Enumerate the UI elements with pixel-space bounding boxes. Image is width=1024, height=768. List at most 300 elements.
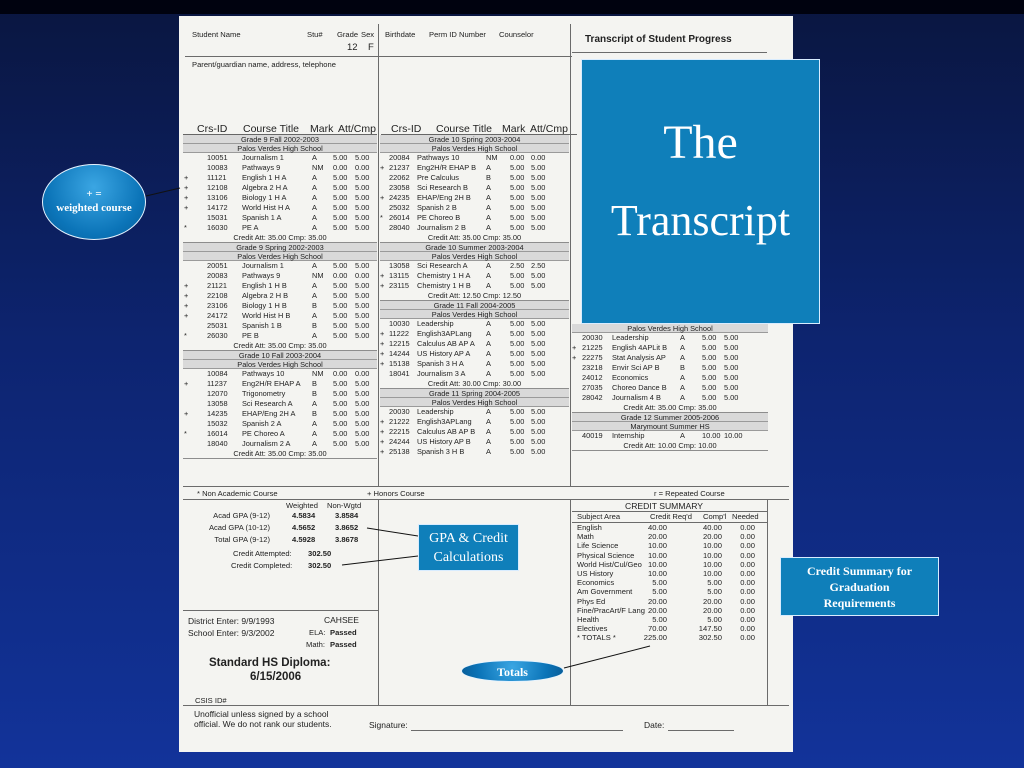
credit-needed-header: Needed — [732, 512, 759, 521]
school-name: Palos Verdes High School — [380, 398, 569, 407]
credit-attempted: 10.00 — [702, 431, 721, 440]
course-id: 24012 — [582, 373, 603, 382]
parent-guardian-label: Parent/guardian name, address, telephone — [192, 60, 336, 69]
credit-needed: 0.00 — [740, 605, 755, 615]
diploma-date: 6/15/2006 — [250, 671, 302, 683]
course-id: 21237 — [389, 163, 410, 172]
course-id: 16030 — [207, 223, 228, 232]
course-id: 21225 — [582, 343, 603, 352]
course-title: Sci Research A — [242, 399, 293, 408]
subject-area: Life Science — [577, 541, 619, 551]
course-title: English 1 H B — [242, 281, 287, 290]
course-mark: B — [312, 389, 317, 398]
csis-id-label: CSIS ID# — [195, 696, 227, 705]
course-title: EHAP/Eng 2H A — [242, 409, 296, 418]
course-mark: A — [680, 373, 685, 382]
credit-attempted: 5.00 — [510, 271, 525, 280]
weighted-pointer-line — [146, 188, 180, 196]
credit-attempted: 5.00 — [702, 373, 717, 382]
course-title: World Hist H B — [242, 311, 291, 320]
course-mark: A — [486, 183, 491, 192]
course-title: Eng2H/R EHAP B — [417, 163, 477, 172]
credit-attempted: 5.00 — [510, 193, 525, 202]
credit-attempted-value: 302.50 — [308, 549, 332, 558]
term-title: Grade 11 Fall 2004-2005 — [380, 301, 569, 310]
credit-completed: 5.00 — [531, 437, 546, 446]
credit-needed: 0.00 — [740, 633, 755, 643]
course-id: 20030 — [582, 333, 603, 342]
weighted-column-header: Weighted — [286, 501, 318, 510]
course-title: Spanish 2 B — [417, 203, 457, 212]
crs-id-column-header: Crs-ID — [197, 123, 228, 135]
credit-attempted: 5.00 — [333, 409, 348, 418]
honors-flag: * — [380, 213, 383, 222]
course-mark: B — [312, 321, 317, 330]
term-title: Grade 9 Fall 2002-2003 — [183, 135, 377, 144]
credit-attempted: 5.00 — [333, 429, 348, 438]
credit-required: 20.00 — [647, 605, 667, 615]
course-mark: A — [486, 447, 491, 456]
term-credit-total: Credit Att: 12.50 Cmp: 12.50 — [380, 291, 569, 301]
nonwgtd-column-header: Non-Wgtd — [327, 501, 362, 510]
credit-completed: 5.00 — [531, 359, 546, 368]
honors-flag: + — [184, 379, 189, 388]
course-title: Leadership — [417, 319, 454, 328]
course-title: Trigonometry — [242, 389, 286, 398]
credit-attempted: 5.00 — [333, 419, 348, 428]
diploma-title: Standard HS Diploma: — [209, 657, 331, 669]
credit-attempted: 5.00 — [702, 333, 717, 342]
course-title: Leadership — [612, 333, 649, 342]
mark-column-header: Mark — [310, 123, 334, 135]
credit-completed: 5.00 — [531, 281, 546, 290]
credit-attempted: 5.00 — [702, 343, 717, 352]
course-title: Pathways 9 — [242, 271, 281, 280]
term-title: Grade 12 Summer 2005-2006 — [572, 413, 768, 422]
course-title: Spanish 1 B — [242, 321, 282, 330]
sex-value: F — [368, 42, 374, 53]
course-title: Choreo Dance B — [612, 383, 667, 392]
credit-completed: 5.00 — [531, 319, 546, 328]
course-id: 24235 — [389, 193, 410, 202]
course-mark: NM — [312, 163, 324, 172]
course-title: Internship — [612, 431, 645, 440]
credit-attempted: 5.00 — [333, 281, 348, 290]
honors-flag: + — [184, 183, 189, 192]
course-mark: A — [312, 213, 317, 222]
course-id: 11237 — [207, 379, 228, 388]
course-id: 15138 — [389, 359, 410, 368]
course-title: Journalism 1 — [242, 261, 284, 270]
credit-attempted: 5.00 — [510, 203, 525, 212]
course-mark: A — [680, 343, 685, 352]
course-mark: A — [312, 183, 317, 192]
credit-attempted: 5.00 — [510, 183, 525, 192]
course-id: 23106 — [207, 301, 228, 310]
course-mark: A — [312, 439, 317, 448]
unofficial-notice-line2: official. We do not rank our students. — [194, 719, 332, 729]
honors-flag: + — [184, 301, 189, 310]
course-title: Envir Sci AP B — [612, 363, 660, 372]
credit-completed: 5.00 — [355, 193, 370, 202]
credit-required: 5.00 — [652, 587, 667, 597]
credit-completed: 5.00 — [355, 399, 370, 408]
credit-attempted: 5.00 — [333, 261, 348, 270]
credit-completed: 5.00 — [531, 447, 546, 456]
course-id: 12215 — [389, 339, 410, 348]
credit-required: 10.00 — [647, 550, 667, 560]
school-enter-date: School Enter: 9/3/2002 — [188, 628, 275, 638]
credit-completed: 5.00 — [531, 407, 546, 416]
course-id: 22062 — [389, 173, 410, 182]
credit-completed: 5.00 — [531, 173, 546, 182]
subject-area: Physical Science — [577, 550, 635, 560]
credit-attempted: 2.50 — [510, 261, 525, 270]
course-title: PE Choreo B — [417, 213, 461, 222]
course-mark: A — [312, 193, 317, 202]
credit-completed: 5.00 — [724, 353, 739, 362]
honors-flag: + — [184, 409, 189, 418]
credit-attempted: 5.00 — [510, 319, 525, 328]
honors-flag: + — [380, 271, 385, 280]
term-title: Grade 11 Spring 2004-2005 — [380, 389, 569, 398]
subject-area: US History — [577, 569, 614, 578]
course-id: 20083 — [207, 271, 228, 280]
credit-summary-title: CREDIT SUMMARY — [625, 501, 703, 511]
course-title: Spanish 3 H A — [417, 359, 464, 368]
totals-callout-text: Totals — [497, 665, 528, 679]
credit-required: 225.00 — [643, 633, 667, 643]
credit-completed: 5.00 — [355, 419, 370, 428]
course-mark: NM — [312, 271, 324, 280]
credit-completed: 5.00 — [355, 183, 370, 192]
course-mark: A — [486, 417, 491, 426]
course-mark: A — [312, 419, 317, 428]
credit-completed: 5.00 — [724, 343, 739, 352]
gpa-callout-line1: GPA & Credit — [429, 531, 508, 546]
credit-attempted: 5.00 — [333, 291, 348, 300]
course-title: Calculus AB AP B — [417, 427, 476, 436]
stu-number-label: Stu# — [307, 30, 323, 39]
slide-title-line1: The — [663, 116, 738, 169]
gpa-callout-line2: Calculations — [433, 550, 504, 565]
perm-id-label: Perm ID Number — [429, 30, 486, 39]
course-title: Spanish 1 A — [242, 213, 282, 222]
course-mark: B — [486, 173, 491, 182]
course-id: 22215 — [389, 427, 410, 436]
credit-completed: 5.00 — [355, 173, 370, 182]
term-credit-total: Credit Att: 35.00 Cmp: 35.00 — [183, 341, 377, 351]
signature-label: Signature: — [369, 720, 408, 730]
school-name: Marymount Summer HS — [572, 422, 768, 431]
subject-area: World Hist/Cul/Geo — [577, 559, 642, 569]
credit-completed: 5.00 — [355, 331, 370, 340]
school-name: Palos Verdes High School — [572, 324, 768, 333]
credit-needed: 0.00 — [740, 615, 755, 624]
credit-summary-callout-line3: Requirements — [823, 596, 896, 610]
term-title: Grade 10 Fall 2003-2004 — [183, 351, 377, 360]
credit-attempted: 5.00 — [510, 369, 525, 378]
course-mark: A — [312, 281, 317, 290]
credit-attempted: 5.00 — [510, 437, 525, 446]
credit-attempted: 5.00 — [333, 301, 348, 310]
school-name: Palos Verdes High School — [183, 252, 377, 261]
counselor-label: Counselor — [499, 30, 534, 39]
document-title: Transcript of Student Progress — [585, 34, 732, 45]
course-id: 25032 — [389, 203, 410, 212]
course-id: 23058 — [389, 183, 410, 192]
course-id: 26030 — [207, 331, 228, 340]
course-id: 25031 — [207, 321, 228, 330]
course-mark: A — [486, 223, 491, 232]
credit-attempted: 5.00 — [333, 223, 348, 232]
course-mark: A — [680, 333, 685, 342]
gpa-label: Acad GPA (9-12) — [213, 511, 270, 520]
course-id: 14244 — [389, 349, 410, 358]
credit-attempted: 5.00 — [510, 359, 525, 368]
credit-completed: 0.00 — [531, 153, 546, 162]
credit-completed: 5.00 — [355, 223, 370, 232]
credit-completed: 5.00 — [355, 301, 370, 310]
course-mark: A — [486, 261, 491, 270]
credit-completed: 10.00 — [702, 541, 722, 551]
credit-completed: 5.00 — [355, 409, 370, 418]
course-id: 28040 — [389, 223, 410, 232]
credit-attempted: 5.00 — [510, 447, 525, 456]
course-title: PE Choreo A — [242, 429, 285, 438]
term-credit-total: Credit Att: 35.00 Cmp: 35.00 — [380, 233, 569, 243]
course-title: English 1 H A — [242, 173, 287, 182]
credit-completed: 10.00 — [702, 569, 722, 578]
course-id: 15032 — [207, 419, 228, 428]
course-mark: A — [486, 271, 491, 280]
credit-completed: 5.00 — [707, 587, 722, 597]
credit-attempted: 5.00 — [333, 439, 348, 448]
ela-status: Passed — [330, 628, 357, 637]
course-title: Pathways 9 — [242, 163, 281, 172]
honors-flag: + — [380, 163, 385, 172]
honors-flag: + — [380, 329, 385, 338]
course-id: 40019 — [582, 431, 603, 440]
course-mark: A — [486, 203, 491, 212]
credit-attempted: 5.00 — [510, 223, 525, 232]
course-title: World Hist H A — [242, 203, 290, 212]
credit-attempted: 5.00 — [333, 193, 348, 202]
honors-flag: + — [184, 193, 189, 202]
credit-attempted: 5.00 — [702, 363, 717, 372]
honors-flag: + — [380, 437, 385, 446]
credit-required: 10.00 — [647, 569, 667, 578]
course-mark: A — [680, 393, 685, 402]
course-id: 10051 — [207, 153, 228, 162]
credit-attempted: 5.00 — [510, 173, 525, 182]
subject-area: Electives — [577, 624, 608, 634]
course-id: 13106 — [207, 193, 228, 202]
credit-completed: 20.00 — [702, 605, 722, 615]
credit-required: 5.00 — [652, 578, 667, 588]
course-title: English3APLang — [417, 329, 472, 338]
term-credit-total: Credit Att: 30.00 Cmp: 30.00 — [380, 379, 569, 389]
credit-attempted: 5.00 — [510, 213, 525, 222]
gpa-pointer-line-1 — [367, 528, 418, 536]
birthdate-label: Birthdate — [385, 30, 416, 39]
weighted-course-symbol: + = — [86, 188, 102, 200]
credit-required: 10.00 — [647, 559, 667, 569]
course-mark: A — [486, 319, 491, 328]
credit-needed: 0.00 — [740, 587, 755, 597]
course-mark: A — [486, 349, 491, 358]
credit-attempted: 5.00 — [333, 321, 348, 330]
credit-completed: 5.00 — [355, 321, 370, 330]
honors-flag: + — [184, 281, 189, 290]
term-title: Grade 10 Spring 2003-2004 — [380, 135, 569, 144]
subject-area: Phys Ed — [577, 596, 606, 606]
course-id: 20030 — [389, 407, 410, 416]
crs-id-column-header: Crs-ID — [391, 123, 422, 135]
credit-needed: 0.00 — [740, 532, 755, 542]
honors-flag: + — [380, 447, 385, 456]
course-title: English 4APLit B — [612, 343, 668, 352]
honors-flag: + — [380, 349, 385, 358]
credit-completed: 5.00 — [531, 417, 546, 426]
credit-completed: 5.00 — [531, 183, 546, 192]
credit-completed: 40.00 — [702, 523, 722, 532]
term-title: Grade 10 Summer 2003-2004 — [380, 243, 569, 252]
course-mark: A — [486, 193, 491, 202]
credit-completed: 2.50 — [531, 261, 546, 270]
ela-label: ELA: — [309, 628, 326, 637]
credit-needed: 0.00 — [740, 523, 755, 532]
honors-flag: + — [380, 193, 385, 202]
course-mark: A — [486, 407, 491, 416]
credit-completed: 5.00 — [531, 223, 546, 232]
credit-completed: 5.00 — [707, 615, 722, 624]
course-title: Journalism 2 B — [417, 223, 466, 232]
credit-required: 40.00 — [647, 523, 667, 532]
course-id: 23218 — [582, 363, 603, 372]
gpa-weighted-value: 4.5652 — [292, 523, 316, 532]
credit-attempted: 5.00 — [702, 383, 717, 392]
credit-attempted: 5.00 — [333, 379, 348, 388]
grade-label: Grade — [337, 30, 359, 39]
credit-completed: 5.00 — [531, 349, 546, 358]
credit-completed: 5.00 — [355, 261, 370, 270]
credit-attempted: 5.00 — [333, 213, 348, 222]
course-title: Algebra 2 H B — [242, 291, 289, 300]
course-title: Leadership — [417, 407, 454, 416]
course-id: 24244 — [389, 437, 410, 446]
course-title-column-header: Course Title — [243, 123, 300, 135]
course-mark: A — [312, 223, 317, 232]
sex-label: Sex — [361, 30, 375, 39]
course-mark: A — [486, 369, 491, 378]
credit-completed: 5.00 — [531, 369, 546, 378]
school-name: Palos Verdes High School — [183, 144, 377, 153]
weighted-course-text: weighted course — [56, 202, 132, 214]
course-mark: A — [312, 429, 317, 438]
course-title: Spanish 3 H B — [417, 447, 465, 456]
course-title: Biology 1 H A — [242, 193, 287, 202]
credit-completed: 5.00 — [707, 578, 722, 588]
credit-attempted: 5.00 — [510, 349, 525, 358]
credit-needed: 0.00 — [740, 541, 755, 551]
course-mark: A — [486, 213, 491, 222]
course-id: 18041 — [389, 369, 410, 378]
credit-completed: 5.00 — [355, 203, 370, 212]
credit-completed: 10.00 — [702, 559, 722, 569]
course-title: Pre Calculus — [417, 173, 459, 182]
credit-completed: 10.00 — [702, 550, 722, 560]
course-id: 13058 — [389, 261, 410, 270]
subject-area-header: Subject Area — [577, 512, 621, 521]
school-name: Palos Verdes High School — [183, 360, 377, 369]
course-mark: B — [312, 409, 317, 418]
honors-flag: * — [184, 223, 187, 232]
course-mark: A — [680, 383, 685, 392]
honors-flag: + — [380, 417, 385, 426]
slide-title-line2: Transcript — [610, 196, 791, 245]
course-mark: A — [486, 339, 491, 348]
course-title: Algebra 2 H A — [242, 183, 288, 192]
credit-attempted: 0.00 — [333, 369, 348, 378]
honors-flag: * — [184, 429, 187, 438]
credit-completed: 5.00 — [724, 373, 739, 382]
course-title: Sci Research B — [417, 183, 468, 192]
credit-attempted: 5.00 — [702, 353, 717, 362]
credit-attempted: 0.00 — [333, 271, 348, 280]
credit-completed: 20.00 — [702, 532, 722, 542]
credit-completed: 0.00 — [355, 163, 370, 172]
honors-flag: + — [184, 291, 189, 300]
credit-completed: 5.00 — [355, 281, 370, 290]
course-id: 18040 — [207, 439, 228, 448]
credit-attempted: 5.00 — [510, 407, 525, 416]
grade-value: 12 — [347, 42, 358, 53]
course-id: 14235 — [207, 409, 228, 418]
credit-completed-value: 302.50 — [308, 561, 332, 570]
credit-attempted: 5.00 — [333, 399, 348, 408]
term-credit-total: Credit Att: 35.00 Cmp: 35.00 — [572, 403, 768, 413]
totals-pointer-line — [564, 646, 650, 668]
honors-flag: + — [184, 203, 189, 212]
credit-needed: 0.00 — [740, 569, 755, 578]
course-mark: NM — [486, 153, 498, 162]
gpa-nonweighted-value: 3.8678 — [335, 535, 359, 544]
course-mark: A — [312, 153, 317, 162]
course-title: Calculus AB AP A — [417, 339, 475, 348]
unofficial-notice-line1: Unofficial unless signed by a school — [194, 709, 329, 719]
credit-completed: 5.00 — [355, 311, 370, 320]
course-id: 10030 — [389, 319, 410, 328]
credit-completed: 0.00 — [355, 271, 370, 280]
course-title: Sci Research A — [417, 261, 468, 270]
credit-attempted: 5.00 — [702, 393, 717, 402]
credit-completed: 5.00 — [531, 203, 546, 212]
course-mark: A — [486, 281, 491, 290]
credit-completed: 5.00 — [724, 363, 739, 372]
course-mark: A — [312, 261, 317, 270]
course-id: 25138 — [389, 447, 410, 456]
course-id: 23115 — [389, 281, 410, 290]
credit-completed: 5.00 — [355, 379, 370, 388]
honors-flag: + — [184, 173, 189, 182]
credit-completed: 5.00 — [531, 329, 546, 338]
credit-needed: 0.00 — [740, 550, 755, 560]
credit-completed: 5.00 — [355, 389, 370, 398]
course-mark: A — [312, 331, 317, 340]
credit-attempted: 0.00 — [333, 163, 348, 172]
course-id: 15031 — [207, 213, 228, 222]
